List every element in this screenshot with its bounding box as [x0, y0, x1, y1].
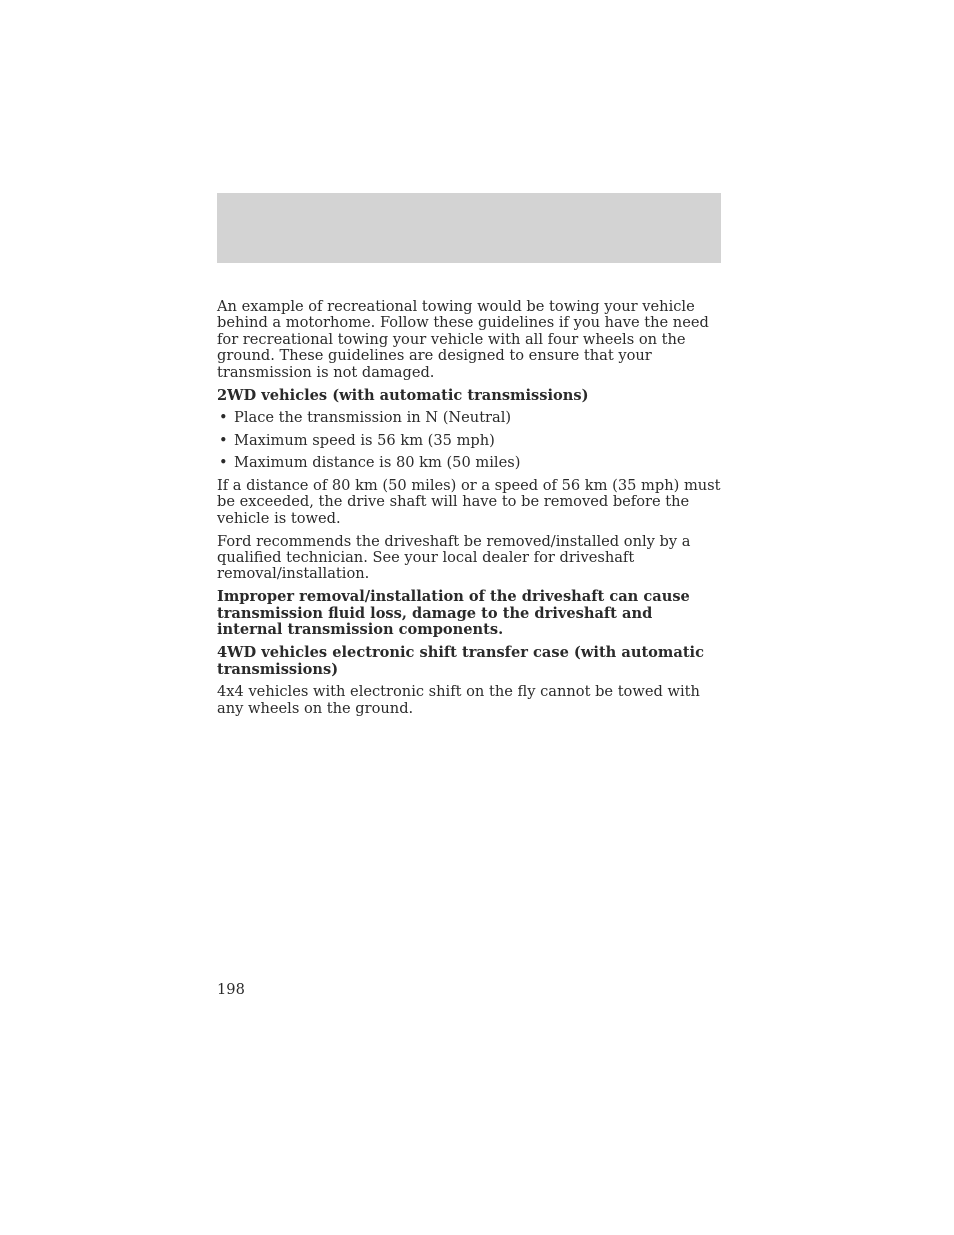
warning-paragraph: Improper removal/installation of the driveshaft can cause transmission fluid loss, damage to the driveshaft and internal transmission components.	[217, 588, 690, 639]
section-header-band	[217, 193, 721, 263]
heading-2wd: 2WD vehicles (with automatic transmissions)	[217, 386, 589, 404]
exceed-note-paragraph: If a distance of 80 km (50 miles) or a speed of 56 km (35 mph) must be exceeded, the drive shaft will have to be removed before the vehicle is towed.	[217, 476, 721, 527]
list-item-text: Place the transmission in N (Neutral)	[234, 409, 512, 427]
bullet-list-2wd	[217, 410, 721, 471]
heading-4wd: 4WD vehicles electronic shift transfer case (with automatic transmissions)	[217, 644, 704, 678]
bullet-icon: •	[219, 454, 228, 472]
intro-paragraph: An example of recreational towing would be towing your vehicle behind a motorhome. Follow these guidelines if you have the need for recreational towing your vehicle with all four wheels on the ground. These guidelines are designed to ensure that your transmission is not damaged.	[217, 298, 709, 381]
ford-recommends-paragraph: Ford recommends the driveshaft be removed/installed only by a qualified technician. See your local dealer for driveshaft removal/installation.	[217, 532, 691, 583]
list-item-text: Maximum speed is 56 km (35 mph)	[234, 431, 495, 449]
page-number: 198	[217, 981, 245, 998]
note-4x4-paragraph: 4x4 vehicles with electronic shift on the fly cannot be towed with any wheels on the ground.	[217, 683, 700, 717]
list-item	[217, 455, 721, 471]
page-content	[217, 299, 721, 724]
bullet-icon: •	[219, 409, 228, 427]
list-item	[217, 433, 721, 449]
list-item	[217, 410, 721, 426]
list-item-text: Maximum distance is 80 km (50 miles)	[234, 454, 521, 472]
bullet-icon: •	[219, 431, 228, 449]
